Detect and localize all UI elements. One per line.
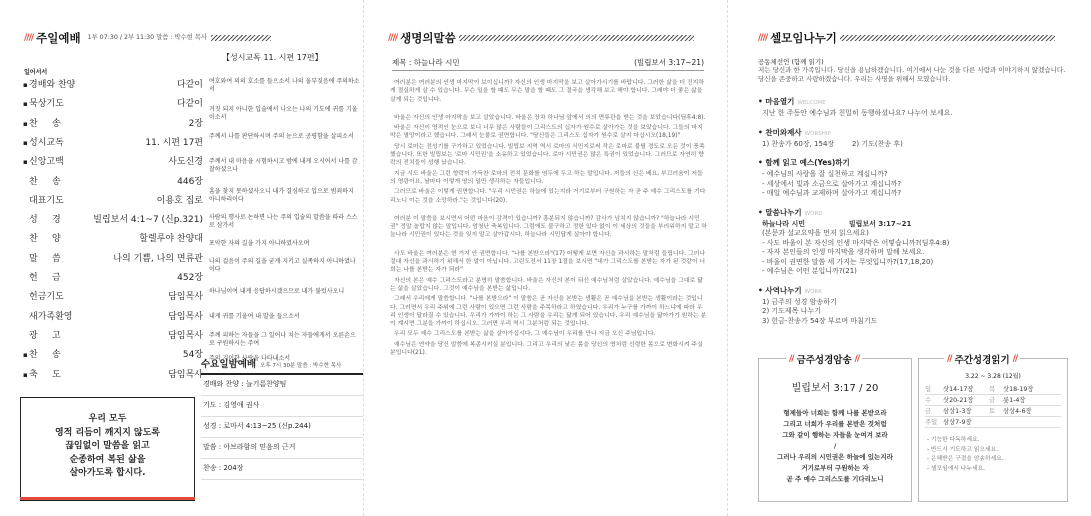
order-item-value: 446장 (177, 176, 203, 187)
cell-section-line: 2) 기도제목 나누기 (762, 307, 821, 315)
reading-line: 사람의 행사로 논하면 나는 주의 입술의 말씀을 따라 스스로 삼가서 (209, 214, 358, 230)
cell-section-line: 지난 한 주동안 예수님과 친밀히 동행하셨나요? 나누어 보세요. (762, 109, 953, 117)
cell-section-line: - 예수님은 어떤 분입니까?(21) (762, 267, 857, 275)
cell-section-head (758, 127, 1068, 140)
reading-passage: 삿14-17장 (943, 386, 974, 393)
order-bullet: ▪ (23, 351, 28, 360)
order-bullet: ▪ (23, 138, 28, 147)
cell-section-eng: WELCOME (797, 100, 826, 106)
order-item-name: 성 경 (29, 215, 61, 226)
cell-section-eng: WORSHIP (804, 130, 831, 137)
order-row (23, 156, 203, 168)
cell-section-line: - 사도 바울이 본 자신의 인생 마지막은 어떻습니까?(딤후4:8) (762, 238, 950, 247)
sermon-paragraph: 여러분 이 말씀을 보시면서 어떤 마음이 감격이 있습니까? 흥분되지 않습니까? 감사가 넘치지 않습니까? "하늘나라 시민권" 정말 놀랍지 않는 말입니다. 엄청난 축복입니다. 그럼에도 불구하고 정한 있다 없이 이 세상의 것들을 부러워하지 말고 하늘나라 시민권이 있다는 것을 잊지 말고 살아갑시다. 하늘나라 시민답게 살아야 합니다. (390, 215, 708, 239)
section-title: 주일예배 (36, 31, 81, 45)
cell-section (758, 207, 1068, 277)
order-row (29, 272, 203, 284)
reading-day: 수 (925, 397, 932, 404)
cell-section-line: 1) 찬송가 60장, 154장 2) 기도(찬송 후) (762, 139, 903, 148)
order-bullet: ▪ (23, 370, 28, 379)
order-item-name: 광 고 (29, 330, 61, 341)
reading-passage: 삼상7-9장 (943, 419, 972, 426)
reading-passage: 삿20-21장 (943, 397, 974, 404)
sermon-paragraph: 우리 모두 예수 그리스도를 본받는 삶을 살아가십시다. 그 예수님이 우리를 만나 지금 오신 주님입니다. (394, 331, 656, 338)
reading-row (925, 417, 1061, 428)
sermon-title-row (392, 57, 704, 68)
sermon-paragraph: 예수님은 연약을 당신 말씀에 복종시키실 분입니다. 그리고 우리의 낮은 몸을 당신의 영처럼 신령한 몸으로 변화시켜 주실 분입니다(21). (390, 341, 703, 357)
reading-day: 금 (925, 408, 932, 415)
cell-section-head (758, 285, 1068, 298)
order-row (29, 176, 203, 188)
order-item-value: 할렐루야 찬양대 (139, 234, 203, 245)
order-row (23, 118, 203, 130)
order-item-value: 다같이 (176, 80, 203, 90)
reading-line: 주께 피하는 자들을 그 일어나 치는 자들에게서 오른손으로 구원하시는 주여 (209, 332, 356, 348)
cell-section (758, 157, 1068, 199)
reading-day (989, 417, 1003, 427)
cell-section-line: - 자자 본인들의 인생 마지막을 생각하며 말해 보세요. (762, 248, 925, 256)
sermon-paragraph: 자신의 본은 예수 그리스도라고 분명히 말씀합니다. 바울은 자신의 본이 되신 예수님처럼 살았습니다. 예수님을 그대로 닮는 삶을 살았습니다. 그것이 예수님을 본받는 삶입니다. (390, 277, 703, 292)
order-item-name: 대표기도 (29, 195, 64, 206)
memory-line: / (833, 442, 837, 450)
order-item-name: 경배와 찬양 (29, 80, 76, 90)
order-row (29, 253, 203, 265)
cell-section (758, 127, 1068, 150)
reading-line: 거짓 되지 아니한 입술에서 나오는 나의 기도에 귀를 기울이소서 (209, 106, 358, 122)
reading-passage (1003, 417, 1049, 427)
order-item-value: 452장 (177, 273, 203, 283)
motto-line: 순종하여 복된 삶을 (69, 454, 146, 465)
memory-line: 그리고 너희가 우리를 본받은 것처럼 (783, 420, 887, 428)
memory-verse-box (758, 358, 912, 502)
order-item-value: 담임목사 (168, 330, 203, 341)
memory-reference: 빌립보서 3:17 / 20 (791, 383, 879, 394)
sermon-paragraph: 바울은 자신이 영적인 눈으로 보니 너무 많은 사람들이 그리스도의 십자가 원수로 살아가는 것을 보았습니다. 그들의 마지막은 멸망이라고 했습니다. 그래서 눈물로 권면합니다. "당신들은 그리스도 십자가 원수로 살지 마십시오(18,19)" (390, 125, 703, 140)
cell-section-head (758, 157, 1068, 170)
order-item-name: 헌 금 (29, 273, 61, 283)
cell-section-line: 1) 금주의 성경 암송하기 (762, 297, 837, 306)
order-item-value: 빌립보서 4:1~7 (신p.321) (93, 215, 203, 226)
sermon-paragraph: 그러므로 바울은 이렇게 권면합니다. "우리 시민권은 하늘에 있는지라 거기로부터 구원하는 자 곧 주 예수 그리스도를 기다리노니 이는 것을 소망하라."는 것입니다(20). (390, 189, 706, 204)
motto-underline (20, 497, 195, 500)
sermon-reference: (빌립보서 3:17~21) (634, 58, 704, 67)
order-row (29, 195, 203, 207)
worship-order-panel (0, 0, 363, 516)
cell-group-panel (728, 0, 1091, 516)
scripture-box-title: 【성시교독 11. 시편 17편】 (222, 53, 323, 62)
reading-note: - 반드시 기도하고 읽으세요. (927, 446, 999, 453)
reading-line: 하나님이여 내게 응답하시겠으므로 내가 불렀사오니 (209, 288, 345, 295)
sermon-paragraph: 당시 로마는 전성기를 구가하고 있었습니다. 빌립보 지역 역시 로마의 식민지로써 작은 로마로 불릴 정도로 모든 것이 풍족했습니다. 또한 빌립보는 '로마 시민권'을 소유하고 있었습니다. 로마 시민권은 많은 특권이 있었습니다. 그러므로 자연히 향락의 전치들이 성행 났습니다. (390, 143, 705, 167)
order-item-value: 2장 (188, 118, 203, 129)
cell-section-title: • 마음열기 (758, 97, 795, 106)
cell-section-eng: WORD (804, 210, 823, 217)
sermon-panel (364, 0, 727, 516)
order-item-value: 다같이 (176, 99, 203, 110)
wednesday-item: 성경 : 로마서 4:13~25 (신p.244) (201, 417, 363, 438)
memory-line: 거기로부터 구원하는 자 (801, 464, 869, 472)
order-row (29, 330, 203, 342)
weekly-reading-box (918, 358, 1068, 502)
reading-passage: 삿18-19장 (1003, 386, 1034, 393)
cell-section-line: - 세상에서 빛과 소금으로 살아가고 계십니까? (762, 179, 902, 188)
order-row (23, 369, 203, 381)
order-row (29, 311, 203, 323)
motto-line: 영적 리듬이 깨지지 않도록 (54, 427, 161, 438)
order-row (23, 98, 203, 110)
cell-section-line: (본문과 설교요약을 먼저 읽으세요) (762, 229, 869, 237)
wednesday-service (201, 356, 363, 480)
order-item-value: 담임목사 (168, 369, 203, 380)
order-item-name: 찬 송 (29, 118, 61, 129)
reading-line: 여호와여 의의 호소를 들으소서 나의 울부짖음에 주의하소서 (209, 78, 360, 94)
reading-line: 주의 기이한 사랑을 나타내소서 (209, 355, 291, 362)
cell-section (758, 96, 1068, 119)
reading-passage: 룻1-4장 (1003, 397, 1026, 404)
reading-passage: 삼상1-3장 (943, 408, 972, 415)
order-bullet: ▪ (23, 158, 28, 167)
reading-line: 포악한 자의 길을 가지 아니하였사오며 (209, 240, 310, 247)
cell-section-head (758, 96, 1068, 109)
reading-row (925, 406, 1061, 417)
order-row (23, 137, 203, 149)
reading-line: 나의 걸음이 주의 길을 굳게 지키고 실족하지 아니하였나이다 (209, 258, 356, 274)
order-item-name: 헌금기도 (29, 292, 64, 303)
header-stripe (840, 35, 1055, 41)
order-item-value: 54장 (182, 350, 203, 361)
order-item-name: 신앙고백 (29, 157, 64, 168)
wednesday-item: 찬송 : 204장 (201, 459, 363, 480)
order-item-name: 성시교독 (29, 137, 64, 148)
motto-line: 살아가도록 합시다. (69, 468, 146, 478)
order-bullet: ▪ (23, 100, 28, 109)
reading-line: 주께서 나를 판단하시며 주의 눈으로 공평함을 살피소서 (209, 133, 354, 140)
memory-title-row: // 금주성경암송 // (786, 352, 862, 366)
wednesday-title: 수요일밤예배 (201, 359, 257, 370)
reading-passage: 삼상4-6장 (1003, 408, 1032, 415)
memory-line: 형제들아 너희는 함께 나를 본받으라 (783, 409, 887, 417)
cell-section-title: • 사역나누기 (758, 285, 802, 295)
reading-day: 일 (925, 386, 932, 393)
cell-section-line: - 바울이 권면한 말씀 세 가지는 무엇입니까?(17,18,20) (762, 257, 934, 266)
reading-row (925, 395, 1061, 406)
title-rule (392, 70, 704, 71)
reading-day: 토 (989, 408, 996, 415)
memory-title: 금주성경암송 (796, 355, 852, 366)
reading-day: 주일 (925, 419, 938, 426)
order-item-name: 찬 양 (29, 234, 61, 245)
intro-text: 저는 당신과 한 가족입니다. 당신을 용납하겠습니다. 여기에서 나눈 것을 다른 사람과 이야기하지 않겠습니다. 당신을 존중하고 사랑하겠습니다. 우리는 사명을 위해서 모였습니다. (758, 66, 1066, 83)
sermon-paragraph: 사도 바울은 여러분은 현 거지 안 권면합니다. "나를 본받으라"(17) 어떻게 보면 자신을 과시하는 말처럼 들립니다. 그러나 절대 자신을 과시하기 위해서 한 말이 아닙니다. 고린도전서 11장 1절을 보시면 "내가 그리스도를 본받는 자가 된 것같이 너희는 나를 본받는 자가 되라" (390, 250, 706, 274)
cell-section-title: • 찬미와제사 (758, 127, 802, 137)
sermon-paragraph: 바울은 자신의 인생 마지막을 보고 살았습니다. 바울은 장차 하나님 앞에서 의의 면류관을 받는 것을 보았습니다(딤후4:8). (394, 114, 706, 121)
motto-line: 끊임없이 말씀을 읽고 (65, 441, 150, 451)
order-item-value: 담임목사 (168, 292, 203, 303)
memory-line: 그와 같이 행하는 자들을 눈여겨 보라 (782, 431, 888, 439)
cell-section-line: - 매일 예수님과 교제하며 살아가고 계십니까? (762, 189, 902, 197)
motto-line: 우리 모두 (88, 414, 127, 424)
sermon-paragraph: 여러분은 여러분의 인생 마지막이 보이십니까? 자신의 인생 마지막을 보고 살아가시기를 바랍니다. 그러한 삶을 더 진지하게 절실하게 살 수 있습니다. 무슨 일을 할 때도 무슨 말을 할 때도 그 결국을 생각해 보고 해야 합니다. 그래야 더 좋은 삶을 살게 되는 것입니다. (390, 80, 705, 103)
cell-section-head (758, 207, 1068, 220)
sermon-body (390, 77, 708, 357)
reading-note: - 기능한 다독하세요. (927, 437, 980, 443)
intro-title: 공동체선언 (함께 읽기) (758, 58, 824, 66)
cell-section-line: 하늘나라 시민 빌립보서 3:17~21 (762, 219, 912, 228)
reading-dates: 3.22 ~ 3.28 (12월) (965, 373, 1021, 380)
order-item-name: 말 씀 (29, 253, 61, 264)
order-row (29, 214, 203, 226)
wednesday-subtitle: 오후 7시 30분 말씀 : 박수현 목사 (260, 363, 342, 369)
wednesday-item: 기도 : 김영애 권사 (201, 396, 363, 417)
order-item-name: 새가족환영 (29, 311, 73, 322)
order-item-name: 찬 송 (29, 176, 61, 187)
cell-section (758, 285, 1068, 327)
sunday-service-header: //// 주일예배 1부 07:30 / 2부 11:30 말씀 : 박수현 목사 (24, 30, 271, 46)
sermon-title: 제목 : 하늘나라 시민 (392, 58, 460, 67)
order-row (23, 349, 203, 361)
cell-section-line: 3) 헌금-찬송가 54장 부르며 마침기도 (762, 316, 878, 325)
header-stripe (211, 35, 271, 41)
wednesday-item: 경배와 찬양 : 늘기름찬양팀 (201, 375, 363, 396)
reading-line: 주께서 내 마음을 시험하시고 밤에 내게 오시어서 나를 감찰하셨으나 (209, 158, 358, 174)
sermon-paragraph: 지금 시도 바울은 그런 향락이 가득찬 로마의 전치 문화를 염두에 두고 하는 말입니다. 저들의 신은 배요, 부끄러움이 저들의 영광이요, 날마다 이렇게 땅의 일만 생각하는 자들입니다. (390, 170, 703, 185)
order-item-name: 찬 송 (29, 350, 61, 361)
service-subtitle: 1부 07:30 / 2부 11:30 말씀 : 박수현 목사 (87, 33, 207, 41)
reading-title: 주간성경읽기 (954, 355, 1010, 366)
reading-line: 흠을 찾지 못하셨사오니 내가 결심하고 입으로 범죄하지 아니하리이다 (209, 188, 354, 204)
order-row (29, 291, 203, 303)
reading-row (925, 384, 1061, 395)
section-title: 셀모임나누기 (770, 31, 837, 45)
memory-line: 곧 주 예수 그리스도를 기다리노니 (786, 475, 884, 483)
order-item-value: 이용호 집로 (156, 195, 203, 206)
cell-section-line: - 예수님의 사랑을 잘 실천하고 계십니까? (762, 170, 888, 178)
cell-section-eng: WORK (804, 288, 822, 295)
order-bullet: ▪ (23, 81, 28, 89)
order-item-name: 축 도 (29, 369, 61, 380)
reading-day: 금 (989, 397, 996, 404)
section-label: 일어서서 (24, 69, 48, 76)
order-item-value: 담임목사 (168, 311, 203, 322)
reading-title-row: // 주간성경읽기 // (944, 352, 1020, 366)
cell-header: //// 셀모임나누기 (758, 30, 1055, 46)
reading-line: 내게 귀를 기울여 내 말을 들으소서 (209, 313, 300, 320)
order-row (23, 79, 203, 91)
order-bullet: ▪ (23, 119, 28, 128)
reading-note: - 셀모임에서 나누세요. (927, 465, 986, 472)
order-item-value: 나의 기쁨, 나의 면류관 (113, 253, 203, 264)
reading-day: 목 (989, 386, 996, 393)
cell-section-title: • 함께 읽고 예스(Yes)하기 (758, 158, 850, 167)
reading-note: - 은혜받은 구절을 암송하세요. (927, 456, 1004, 462)
sermon-paragraph: 그래서 우리에게 말씀합니다. "나를 본받으라" 이 말씀은 곧 자신을 본받는 생활은 곧 예수님을 본받는 생활이라는 것입니다. 그러면서 우리 주위에 그런 사람이 있으면 그런 사람을 주목하라고 하였습니다. 우리가 누구를 가까이 하느냐에 따라 우리 인생이 달라질 수 있습니다. 우리가 가까이 하는 그 사람을 우리는 닮게 되어 있습니다. 우리 예수님을 닮아가기 원하는 분이 계시면 그분을 가까이 하십시오. 그러면 우리 역시 그분처럼 되는 것입니다. (390, 296, 707, 328)
memory-line: 그러나 우리의 시민권은 하늘에 있는지라 (777, 453, 893, 461)
header-stripe (459, 35, 694, 41)
sermon-header: //// 생명의말씀 (388, 30, 694, 46)
section-title: 생명의말씀 (400, 31, 456, 45)
cell-sections (758, 96, 1068, 334)
order-item-value: 사도신경 (168, 157, 203, 168)
motto-box (20, 397, 195, 501)
order-item-name: 묵상기도 (29, 99, 64, 110)
cell-section-title: • 말씀나누기 (758, 207, 802, 217)
order-item-value: 11. 시편 17편 (145, 137, 203, 148)
wednesday-item: 말씀 : 아브라함의 믿음의 근거 (201, 438, 363, 459)
order-row (29, 233, 203, 245)
